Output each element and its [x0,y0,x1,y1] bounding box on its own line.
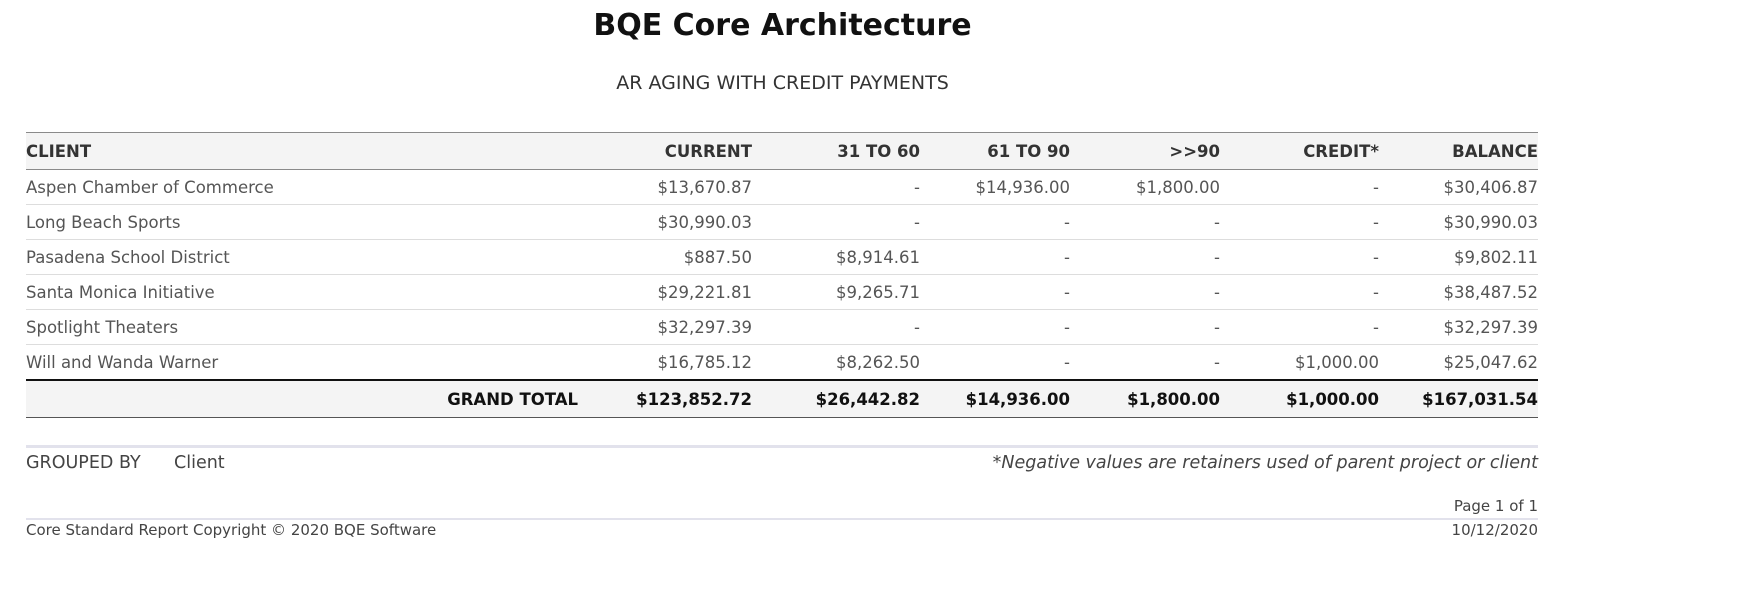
column-header-current[interactable]: CURRENT [602,133,752,170]
31-to-60-cell: $8,262.50 [752,345,920,381]
61-to-90-cell: - [920,240,1070,275]
current-cell: $29,221.81 [602,275,752,310]
divider [26,518,1538,520]
credit-cell: $1,000.00 [1220,345,1379,381]
report-title: AR AGING WITH CREDIT PAYMENTS [616,72,949,94]
grand-total-row [26,380,1538,418]
over-90-cell: - [1070,310,1220,345]
table-row [26,240,1538,275]
31-to-60-cell: $8,914.61 [752,240,920,275]
footnote: *Negative values are retainers used of parent project or client [992,453,1538,473]
column-header-balance[interactable]: BALANCE [1379,133,1538,170]
total-credit: $1,000.00 [1220,380,1379,418]
divider [26,445,1538,448]
page-number: Page 1 of 1 [1453,497,1538,515]
table-row [26,310,1538,345]
31-to-60-cell: - [752,170,920,205]
31-to-60-cell: - [752,205,920,240]
61-to-90-cell: $14,936.00 [920,170,1070,205]
balance-cell: $38,487.52 [1379,275,1538,310]
61-to-90-cell: - [920,345,1070,381]
total-balance: $167,031.54 [1379,380,1538,418]
client-name-cell[interactable]: Santa Monica Initiative [26,275,602,310]
current-cell: $30,990.03 [602,205,752,240]
balance-cell: $32,297.39 [1379,310,1538,345]
61-to-90-cell: - [920,205,1070,240]
current-cell: $13,670.87 [602,170,752,205]
current-cell: $16,785.12 [602,345,752,381]
column-header-61-to-90[interactable]: 61 TO 90 [920,133,1070,170]
over-90-cell: $1,800.00 [1070,170,1220,205]
table-header-row [26,133,1538,170]
credit-cell: - [1220,275,1379,310]
total-31-to-60: $26,442.82 [752,380,920,418]
61-to-90-cell: - [920,275,1070,310]
table-row [26,205,1538,240]
over-90-cell: - [1070,345,1220,381]
client-name-cell[interactable]: Long Beach Sports [26,205,602,240]
column-header-client[interactable]: CLIENT [26,133,602,170]
over-90-cell: - [1070,205,1220,240]
credit-cell: - [1220,310,1379,345]
grand-total-label: GRAND TOTAL [26,380,602,418]
grouped-by-value: Client [174,453,225,473]
client-name-cell[interactable]: Pasadena School District [26,240,602,275]
credit-cell: - [1220,205,1379,240]
grouped-by-label: GROUPED BY [26,453,141,473]
31-to-60-cell: $9,265.71 [752,275,920,310]
copyright-text: Core Standard Report Copyright © 2020 BQE Software [26,521,437,539]
total-current: $123,852.72 [602,380,752,418]
balance-cell: $9,802.11 [1379,240,1538,275]
balance-cell: $25,047.62 [1379,345,1538,381]
over-90-cell: - [1070,275,1220,310]
report-date: 10/12/2020 [1451,521,1538,539]
current-cell: $887.50 [602,240,752,275]
credit-cell: - [1220,240,1379,275]
table-row [26,345,1538,381]
client-name-cell[interactable]: Will and Wanda Warner [26,345,602,381]
client-name-cell[interactable]: Spotlight Theaters [26,310,602,345]
column-header-credit[interactable]: CREDIT* [1220,133,1379,170]
table-row [26,275,1538,310]
table-row [26,170,1538,205]
total-over-90: $1,800.00 [1070,380,1220,418]
balance-cell: $30,406.87 [1379,170,1538,205]
total-61-to-90: $14,936.00 [920,380,1070,418]
61-to-90-cell: - [920,310,1070,345]
ar-aging-table [26,132,1538,418]
credit-cell: - [1220,170,1379,205]
column-header-over-90[interactable]: >>90 [1070,133,1220,170]
current-cell: $32,297.39 [602,310,752,345]
client-name-cell[interactable]: Aspen Chamber of Commerce [26,170,602,205]
balance-cell: $30,990.03 [1379,205,1538,240]
report-company-title: BQE Core Architecture [593,8,972,43]
over-90-cell: - [1070,240,1220,275]
column-header-31-to-60[interactable]: 31 TO 60 [752,133,920,170]
31-to-60-cell: - [752,310,920,345]
